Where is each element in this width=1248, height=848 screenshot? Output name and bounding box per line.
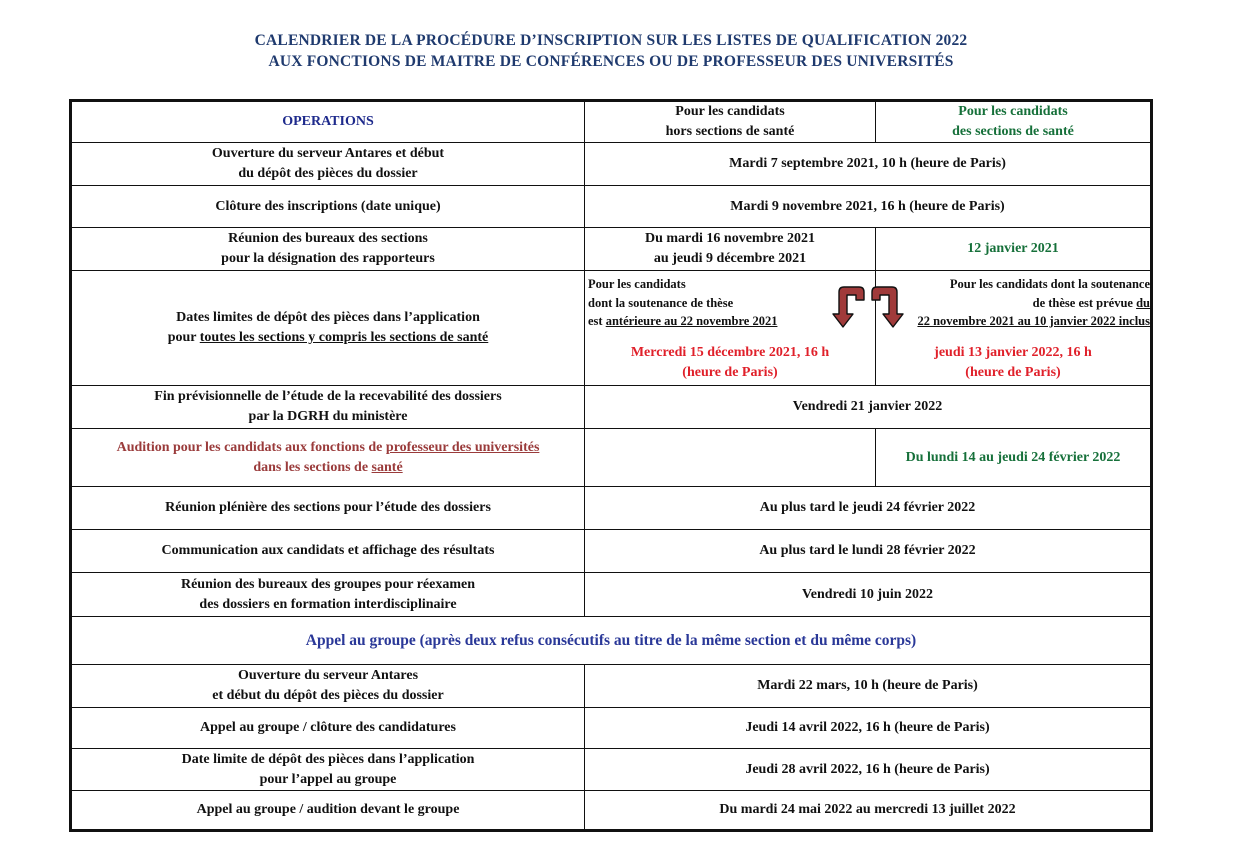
row3-operation xyxy=(72,228,584,270)
row12-operation xyxy=(72,749,584,790)
row4-sante-deadline xyxy=(876,342,1150,384)
row11-operation: Appel au groupe / clôture des candidatures xyxy=(200,720,456,735)
arrow-right-icon xyxy=(872,287,903,327)
row10-date: Mardi 22 mars, 10 h (heure de Paris) xyxy=(757,678,978,693)
row5-op-line1: Fin prévisionnelle de l’étude de la recevabilité des dossiers xyxy=(154,389,502,404)
document-title-line1: CALENDRIER DE LA PROCÉDURE D’INSCRIPTION SUR LES LISTES DE QUALIFICATION 2022 xyxy=(254,32,968,49)
row9-date: Vendredi 10 juin 2022 xyxy=(801,586,934,602)
arrow-left-icon xyxy=(833,287,864,327)
calendar-table xyxy=(69,99,1153,832)
row4-op-line2: pour toutes les sections y compris les sections de santé xyxy=(167,330,489,345)
row11-date: Jeudi 14 avril 2022, 16 h (heure de Paris) xyxy=(745,720,990,735)
row2-date: Mardi 9 novembre 2021, 16 h (heure de Paris) xyxy=(730,198,1005,214)
row9-operation xyxy=(72,573,584,616)
row4-op-line1: Dates limites de dépôt des pièces dans l’application xyxy=(176,310,480,325)
row4-hors-note-line2: dont la soutenance de thèse xyxy=(588,295,734,310)
row6-operation xyxy=(72,429,584,486)
row5-date: Vendredi 21 janvier 2022 xyxy=(792,399,943,414)
header-sante xyxy=(876,102,1150,142)
row4-sante-note-line2: de thèse est prévue du xyxy=(1032,295,1150,310)
header-hors-line1: Pour les candidats xyxy=(675,104,785,119)
header-sante-line1: Pour les candidats xyxy=(958,104,1068,119)
row5-op-line2: par la DGRH du ministère xyxy=(248,409,408,424)
row13-date: Du mardi 24 mai 2022 au mercredi 13 juillet 2022 xyxy=(719,802,1016,817)
header-operations-label: OPERATIONS xyxy=(282,114,374,129)
row4-sante-note xyxy=(878,275,1150,331)
row4-operation xyxy=(72,271,584,385)
row4-sante-note-line1: Pour les candidats dont la soutenance xyxy=(949,277,1150,291)
row4-hors-note xyxy=(588,275,777,331)
row8-operation: Communication aux candidats et affichage des résultats xyxy=(161,543,495,558)
row4-sante-date-line2: (heure de Paris) xyxy=(965,365,1061,380)
row3-op-line1: Réunion des bureaux des sections xyxy=(228,231,428,246)
row2-operation: Clôture des inscriptions (date unique) xyxy=(215,198,441,214)
row5-operation xyxy=(72,386,584,428)
row4-sante-date-line1: jeudi 13 janvier 2022, 16 h xyxy=(934,345,1092,360)
row12-date: Jeudi 28 avril 2022, 16 h (heure de Paris) xyxy=(745,761,990,777)
row1-op-line1: Ouverture du serveur Antares et début xyxy=(211,146,445,161)
header-sante-line2: des sections de santé xyxy=(952,124,1074,139)
row1-date: Mardi 7 septembre 2021, 10 h (heure de Paris) xyxy=(729,156,1006,171)
row4-hors-note-line3: est antérieure au 22 novembre 2021 xyxy=(588,314,778,328)
row7-operation: Réunion plénière des sections pour l’étude des dossiers xyxy=(165,500,491,515)
row4-hors-note-line1: Pour les candidats xyxy=(588,277,686,291)
row13-operation: Appel au groupe / audition devant le groupe xyxy=(196,802,460,817)
header-hors-sante xyxy=(585,102,875,142)
row6-op-line1: Audition pour les candidats aux fonctions de professeur des universités xyxy=(116,439,540,455)
appel-groupe-heading: Appel au groupe (après deux refus consécutifs au titre de la même section et du même corps) xyxy=(305,631,917,649)
row12-op-line2: pour l’appel au groupe xyxy=(259,771,397,787)
row12-op-line1: Date limite de dépôt des pièces dans l’application xyxy=(181,751,475,767)
row9-op-line1: Réunion des bureaux des groupes pour réexamen xyxy=(180,576,476,592)
row6-op-line2: dans les sections de santé xyxy=(253,459,403,475)
row4-hors-date-line2: (heure de Paris) xyxy=(682,365,778,380)
row3-sante-date: 12 janvier 2021 xyxy=(967,241,1059,256)
row1-op-line2: du dépôt des pièces du dossier xyxy=(238,166,418,181)
row10-operation xyxy=(72,665,584,707)
row4-hors-deadline xyxy=(585,342,875,384)
bent-arrows xyxy=(824,282,914,342)
row4-hors-date-line1: Mercredi 15 décembre 2021, 16 h xyxy=(630,345,830,360)
row10-op-line1: Ouverture du serveur Antares xyxy=(237,668,419,683)
header-hors-line2: hors sections de santé xyxy=(665,124,795,139)
row3-hors-line2: au jeudi 9 décembre 2021 xyxy=(653,251,807,266)
row1-operation xyxy=(72,143,584,185)
row6-sante-date: Du lundi 14 au jeudi 24 février 2022 xyxy=(905,449,1121,465)
row3-hors-date xyxy=(585,228,875,270)
row4-sante-note-line3: 22 novembre 2021 au 10 janvier 2022 inclus xyxy=(917,314,1150,328)
row7-date: Au plus tard le jeudi 24 février 2022 xyxy=(759,500,976,515)
row3-op-line2: pour la désignation des rapporteurs xyxy=(221,251,435,266)
row10-op-line2: et début du dépôt des pièces du dossier xyxy=(212,688,444,703)
row9-op-line2: des dossiers en formation interdisciplinaire xyxy=(199,596,457,612)
header-operations xyxy=(72,102,584,142)
row3-hors-line1: Du mardi 16 novembre 2021 xyxy=(644,231,816,246)
document-title-line2: AUX FONCTIONS DE MAITRE DE CONFÉRENCES OU DE PROFESSEUR DES UNIVERSITÉS xyxy=(268,53,954,70)
row8-date: Au plus tard le lundi 28 février 2022 xyxy=(759,543,976,558)
